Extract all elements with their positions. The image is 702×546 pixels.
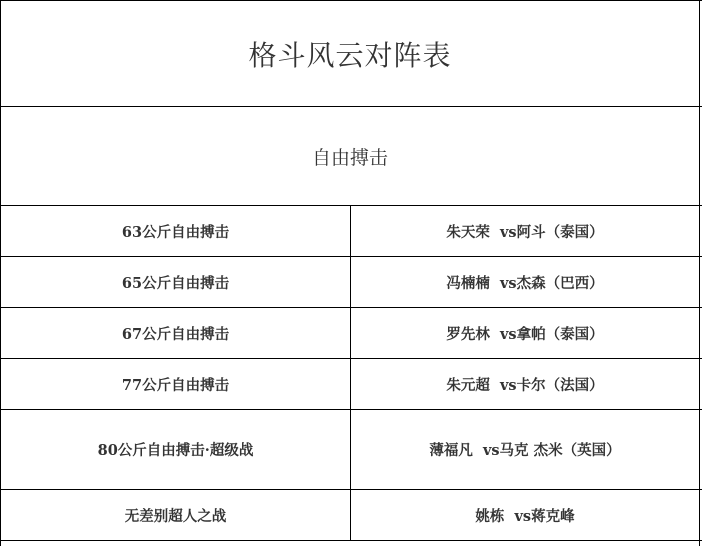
matchup-cell: 薄福凡 vs马克 杰米（英国） [429,442,621,459]
event-cell: 80公斤自由搏击·超级战 [97,442,254,459]
event-cell: 65公斤自由搏击 [121,274,230,292]
page-title: 格斗风云对阵表 [248,38,452,72]
event-cell: 无差别超人之战 [124,507,227,525]
event-cell: 67公斤自由搏击 [121,325,230,343]
matchup-cell: 罗先林 vs拿帕（泰国） [446,325,604,343]
matchup-cell: 朱天荣 vs阿斗（泰国） [446,223,604,241]
matchup-cell: 冯楠楠 vs杰森（巴西） [446,274,604,292]
matchup-cell: 朱元超 vs卡尔（法国） [446,376,604,394]
event-cell: 77公斤自由搏击 [121,376,230,394]
event-cell: 63公斤自由搏击 [121,223,230,241]
table-border-right [699,0,700,546]
row-divider [0,540,702,541]
section-heading: 自由搏击 [311,146,388,169]
matchup-cell: 姚栋 vs蒋克峰 [475,507,575,525]
